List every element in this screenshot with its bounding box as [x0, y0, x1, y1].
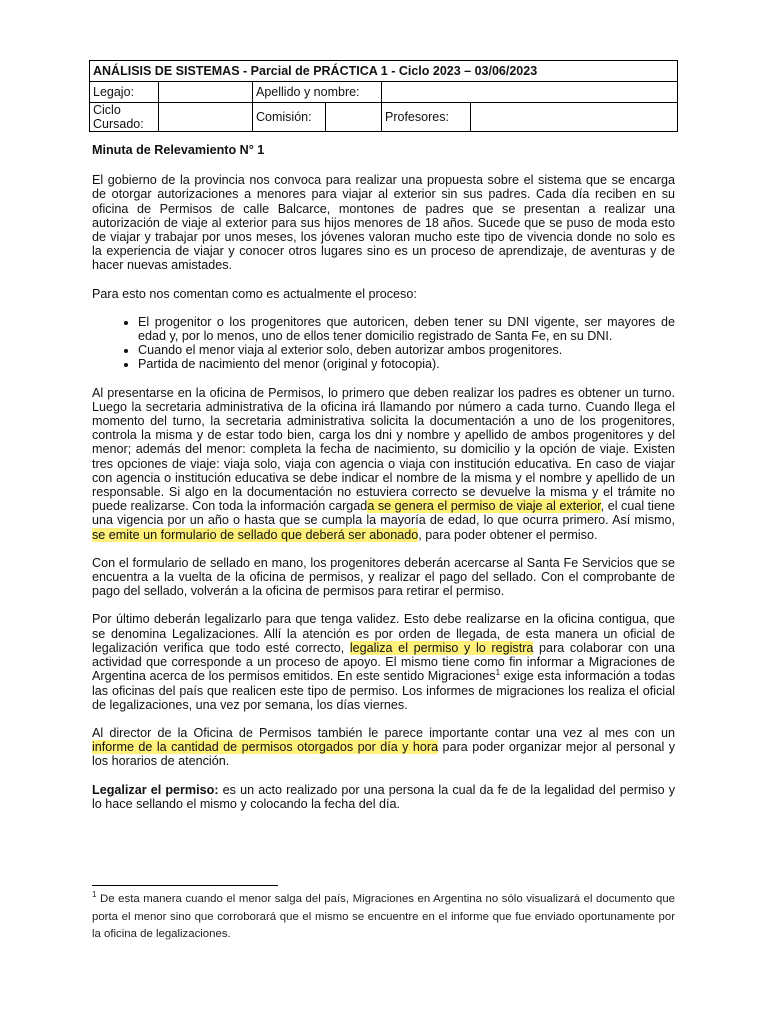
- apellido-value: [382, 82, 678, 103]
- procedure-text-3: , para poder obtener el permiso.: [418, 527, 598, 542]
- minuta-heading: Minuta de Relevamiento N° 1: [92, 143, 265, 157]
- header-row-3: [90, 103, 678, 132]
- requirements-list: [92, 315, 675, 372]
- definition-term: Legalizar el permiso:: [92, 782, 219, 797]
- director-paragraph: [92, 726, 675, 769]
- procedure-paragraph: [92, 386, 675, 542]
- definition-text: es un acto realizado por una persona la cual da fe de la legalidad del permiso y lo hace sellando el mismo y colocando la fecha del día.: [92, 782, 676, 811]
- definition-paragraph: [92, 783, 675, 811]
- header-title-row: [90, 61, 678, 82]
- payment-paragraph: Con el formulario de sellado en mano, los progenitores deberán acercarse al Santa Fe Servicios que se encuentra a la vuelta de la oficina de permisos, y realizar el pago del sellado. Con el comprobante de pago del sellado, volverán a la oficina de permisos para retirar el permiso.: [92, 555, 675, 599]
- legalization-text-3: exige esta información a todas las oficinas del país que realicen este tipo de permiso. Los informes de migraciones los realiza el oficial de legalizaciones, una vez por semana, los días viernes.: [92, 669, 675, 712]
- highlight-legaliza: legaliza el permiso y lo registra: [349, 640, 534, 655]
- ciclo-label: Ciclo Cursado:: [90, 103, 159, 132]
- intro-paragraph: El gobierno de la provincia nos convoca para realizar una propuesta sobre el sistema que se encarga de otorgar autorizaciones a menores para viajar al exterior sin sus padres. Cada día reciben en su oficina de Permisos de calle Balcarce, montones de padres que se presentan a realizar una autorización de viaje al exterior para sus hijos menores de 18 años. Sucede que se puso de moda esto de viajar y trabajar por unos meses, los jóvenes valoran mucho este tipo de vivencia donde no solo es la experiencia de viajar y conocer otros lugares sino es un proceso de aprendizaje, de aventuras y de hacer nuevas amistades.: [92, 173, 675, 273]
- profesores-label: Profesores:: [382, 103, 471, 132]
- footnote-text: De esta manera cuando el menor salga del país, Migraciones en Argentina no sólo visualizará el documento que porta el menor sino que corroborará que el mismo se encuentre en el informe que fue enviado oportunamente por la oficina de legalizaciones.: [92, 893, 675, 940]
- highlight-informe: informe de la cantidad de permisos otorgados por día y hora: [92, 740, 439, 755]
- legajo-label: Legajo:: [90, 82, 159, 103]
- highlight-sellado: se emite un formulario de sellado que deberá ser abonado: [92, 527, 419, 542]
- apellido-label: Apellido y nombre:: [253, 82, 382, 103]
- director-text: Al director de la Oficina de Permisos también le parece importante contar una vez al mes con un: [92, 725, 675, 740]
- procedure-text-2: , el cual tiene una vigencia por un año o hasta que se cumpla la mayoría de edad, lo que ocurra primero. Así mismo,: [92, 499, 675, 528]
- comision-label: Comisión:: [253, 103, 326, 132]
- document-body: [92, 143, 675, 825]
- profesores-value: [471, 103, 678, 132]
- footnote-separator: [92, 885, 278, 886]
- exam-header-table: [89, 60, 678, 132]
- header-row-2: [90, 82, 678, 103]
- list-item: • Cuando el menor viaja al exterior solo, deben autorizar ambos progenitores.: [138, 343, 675, 357]
- director-text-2: para poder organizar mejor al personal y los horarios de atención.: [92, 740, 676, 769]
- ciclo-value: [159, 103, 253, 132]
- legalization-paragraph: [92, 612, 675, 711]
- legalization-text: Por último deberán legalizarlo para que tenga validez. Esto debe realizarse en la oficina contigua, que se denomina Legalizaciones. Allí la atención es por orden de llegada, de esta manera un oficial de legalización verifica que todo esté correcto,: [92, 612, 675, 655]
- footnote-number: 1: [92, 890, 97, 900]
- footnote: [92, 891, 675, 944]
- footnote-ref[interactable]: 1: [495, 668, 501, 678]
- process-intro-paragraph: Para esto nos comentan como es actualmente el proceso:: [92, 286, 417, 301]
- comision-value: [326, 103, 382, 132]
- highlight-permiso: a se genera el permiso de viaje al exterior: [367, 499, 601, 514]
- list-item: • Partida de nacimiento del menor (original y fotocopia).: [138, 357, 675, 371]
- legalization-text-2: para colaborar con una actividad que corresponde a un proceso de apoyo. El mismo tiene como fin informar a Migraciones de Argentina acerca de los permisos emitidos. En este sentido Migraciones: [92, 640, 675, 684]
- legajo-value: [159, 82, 253, 103]
- procedure-text: Al presentarse en la oficina de Permisos, lo primero que deben realizar los padres es obtener un turno. Luego la secretaria administrativa de la oficina irá llamando por número a cada turno. Cuando llega el momento del turno, la secretaria administrativa solicita la documentación a uno de los progenitores, controla la misma y de estar todo bien, carga los dni y nombre y apellido de ambos progenitores y del menor; además del menor: completa la fecha de nacimiento, su domicilio y la opción de viaje. Existen tres opciones de viaje: viaja solo, viaja con agencia o viaja con institución educativa. En caso de viajar con agencia o institución educativa se debe indicar el nombre de la misma y el nombre y apellido de un responsable. Si algo en la documentación no estuviera correcto se devuelve la misma y el trámite no puede realizarse. Con toda la información cargad: [92, 385, 675, 514]
- list-item: • El progenitor o los progenitores que autoricen, deben tener su DNI vigente, ser mayores de edad y, por lo menos, uno de ellos tener domicilio registrado de Santa Fe, en su DNI.: [138, 315, 675, 343]
- exam-title: ANÁLISIS DE SISTEMAS - Parcial de PRÁCTICA 1 - Ciclo 2023 – 03/06/2023: [90, 61, 678, 82]
